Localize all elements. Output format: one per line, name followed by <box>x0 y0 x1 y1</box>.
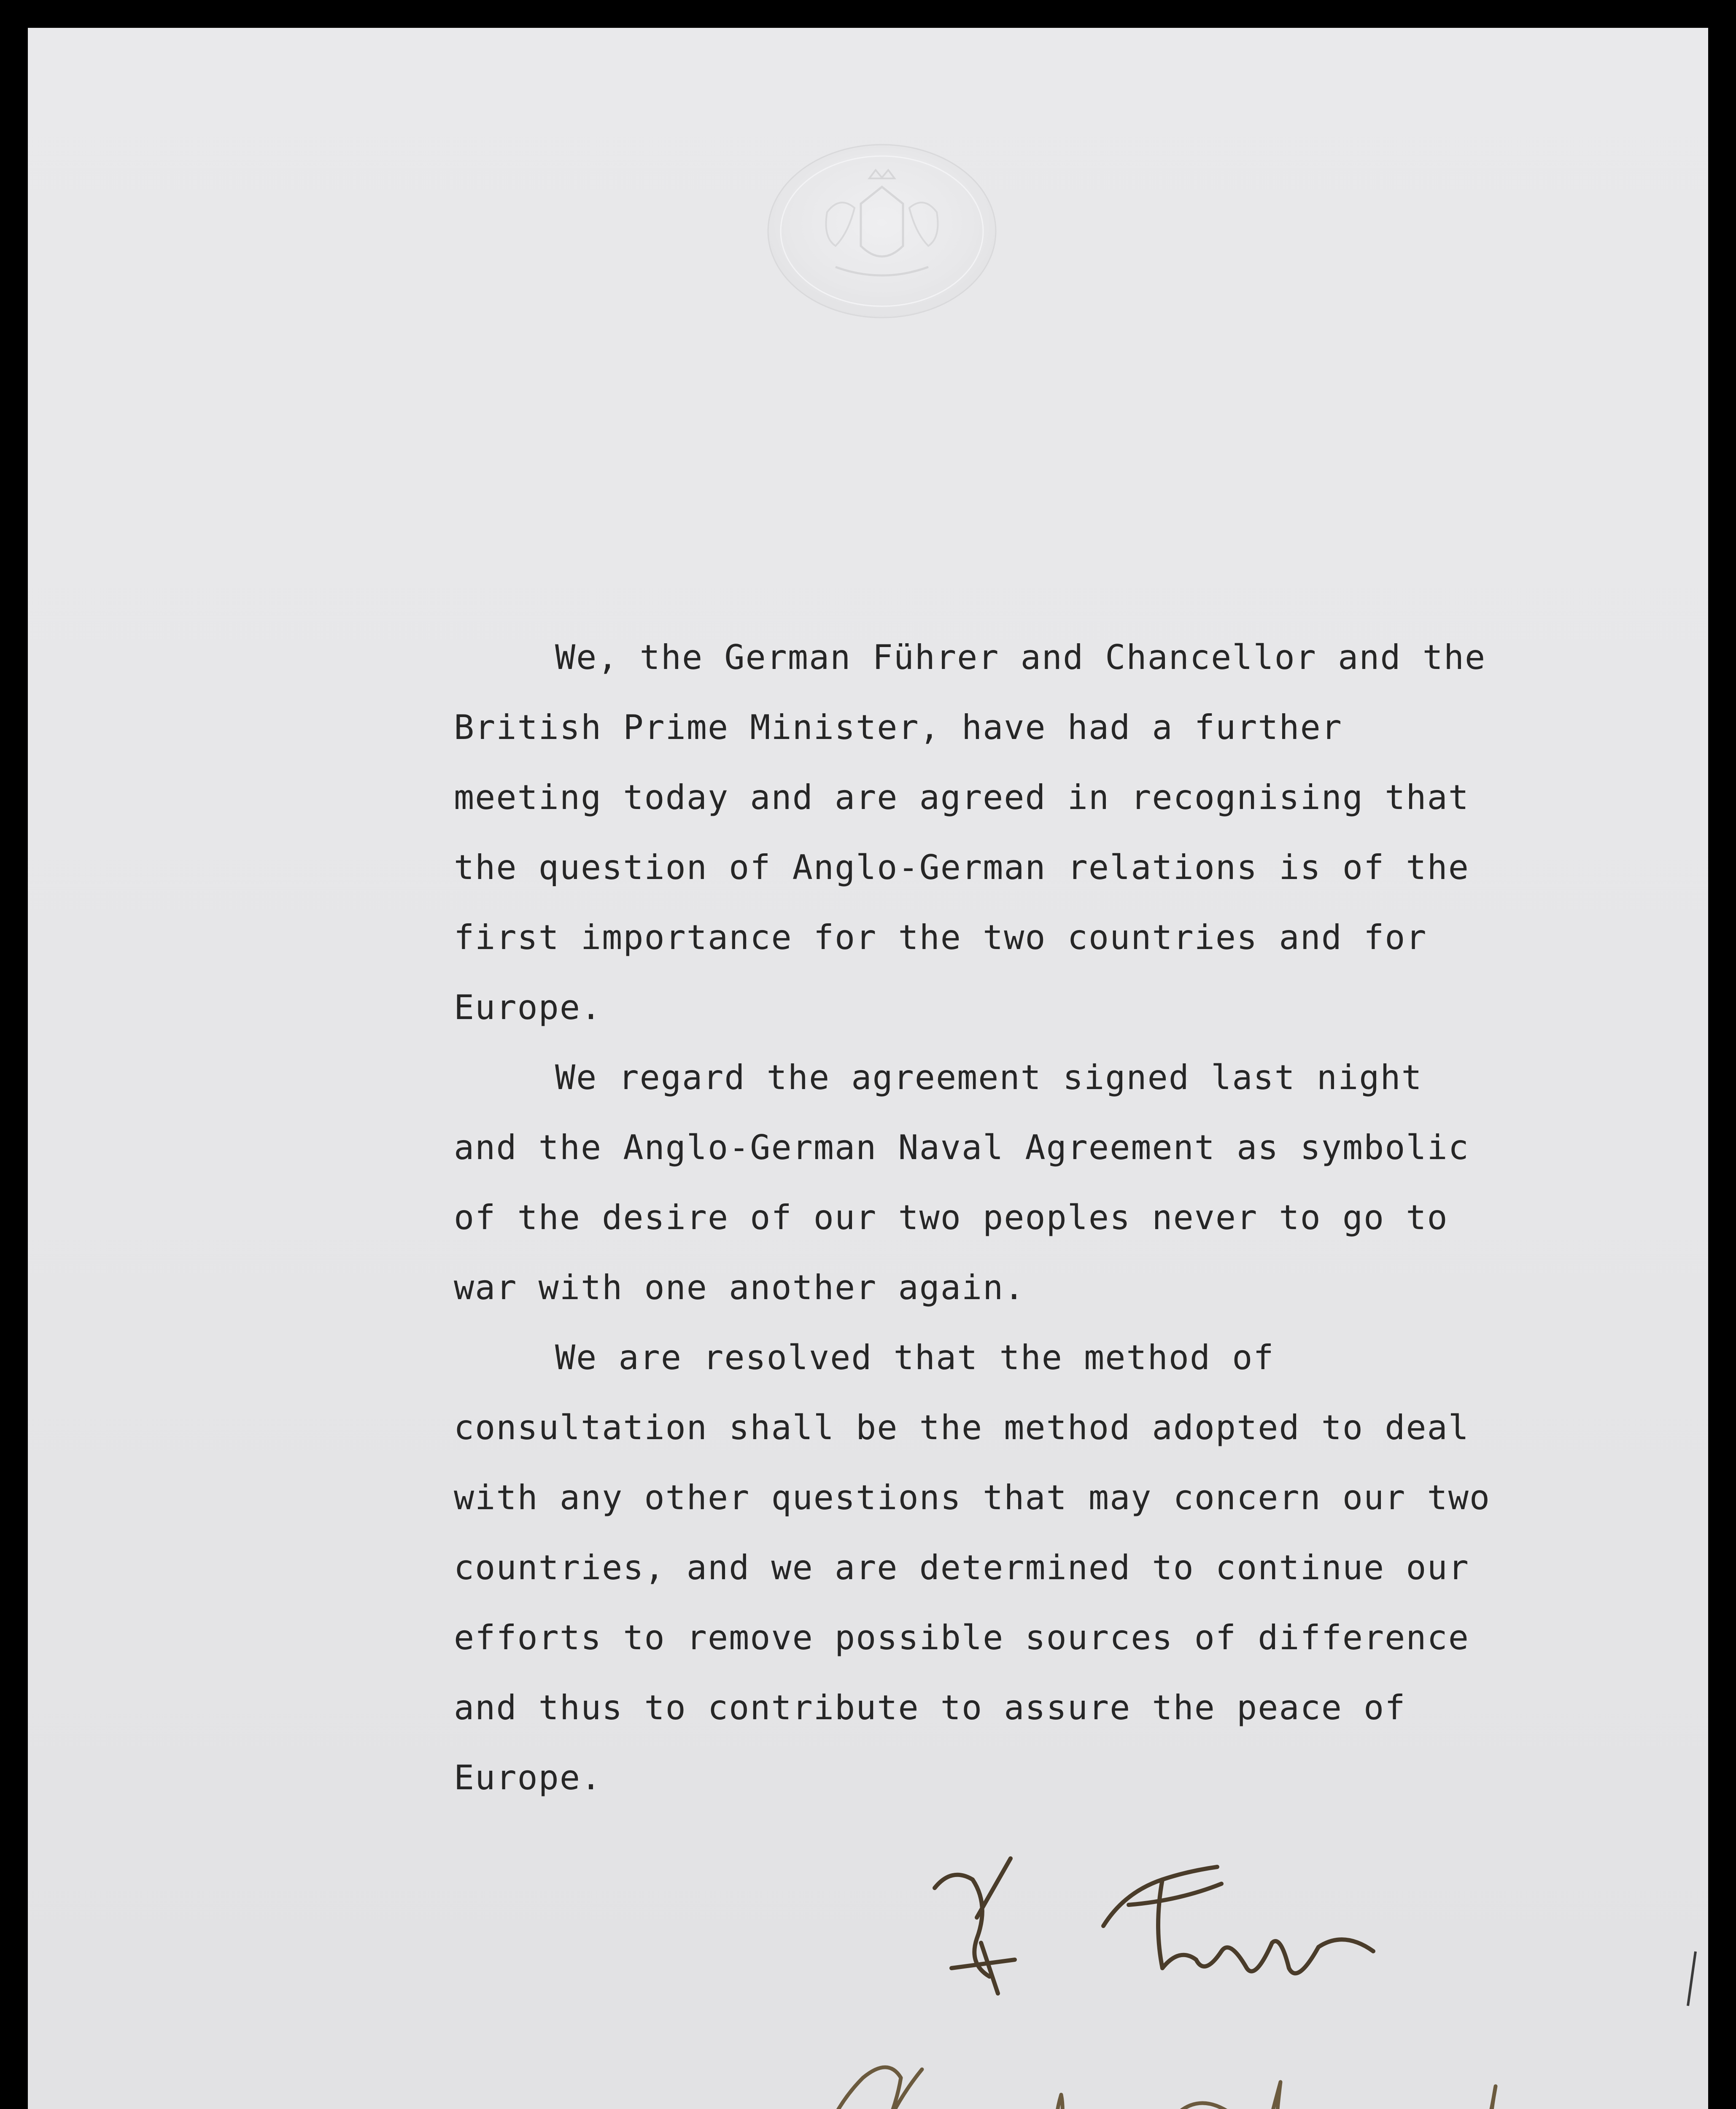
text-line: efforts to remove possible sources of difference <box>454 1618 1469 1657</box>
text-line: British Prime Minister, have had a further <box>454 708 1342 747</box>
text-line: first importance for the two countries and for <box>454 918 1427 957</box>
text-line: Europe. <box>454 1758 602 1797</box>
text-line: and the Anglo-German Naval Agreement as symbolic <box>454 1128 1469 1167</box>
text-line: the question of Anglo-German relations is of the <box>454 848 1469 887</box>
margin-pen-mark <box>1687 1951 1697 2006</box>
text-line: countries, and we are determined to continue our <box>454 1548 1469 1587</box>
text-line: We, the German Führer and Chancellor and the <box>555 638 1486 677</box>
text-line: Europe. <box>454 988 602 1027</box>
text-line: war with one another again. <box>454 1268 1025 1307</box>
paragraph-1 <box>454 623 1534 1043</box>
text-line: meeting today and are agreed in recognising that <box>454 778 1469 817</box>
paragraph-3 <box>454 1323 1534 1813</box>
declaration-text <box>454 623 1534 1813</box>
text-line: and thus to contribute to assure the peace of <box>454 1688 1406 1727</box>
document-page <box>28 28 1708 2109</box>
chamberlain-signature <box>787 2044 1736 2109</box>
royal-coat-of-arms-emboss-icon <box>764 140 1000 322</box>
text-line: with any other questions that may concern our two <box>454 1478 1491 1517</box>
text-line: We regard the agreement signed last night <box>555 1058 1423 1097</box>
text-line: We are resolved that the method of <box>555 1338 1275 1377</box>
text-line: consultation shall be the method adopted to deal <box>454 1408 1469 1447</box>
hitler-signature <box>926 1842 1432 2019</box>
text-line: of the desire of our two peoples never to go to <box>454 1198 1448 1237</box>
paragraph-2 <box>454 1043 1534 1323</box>
